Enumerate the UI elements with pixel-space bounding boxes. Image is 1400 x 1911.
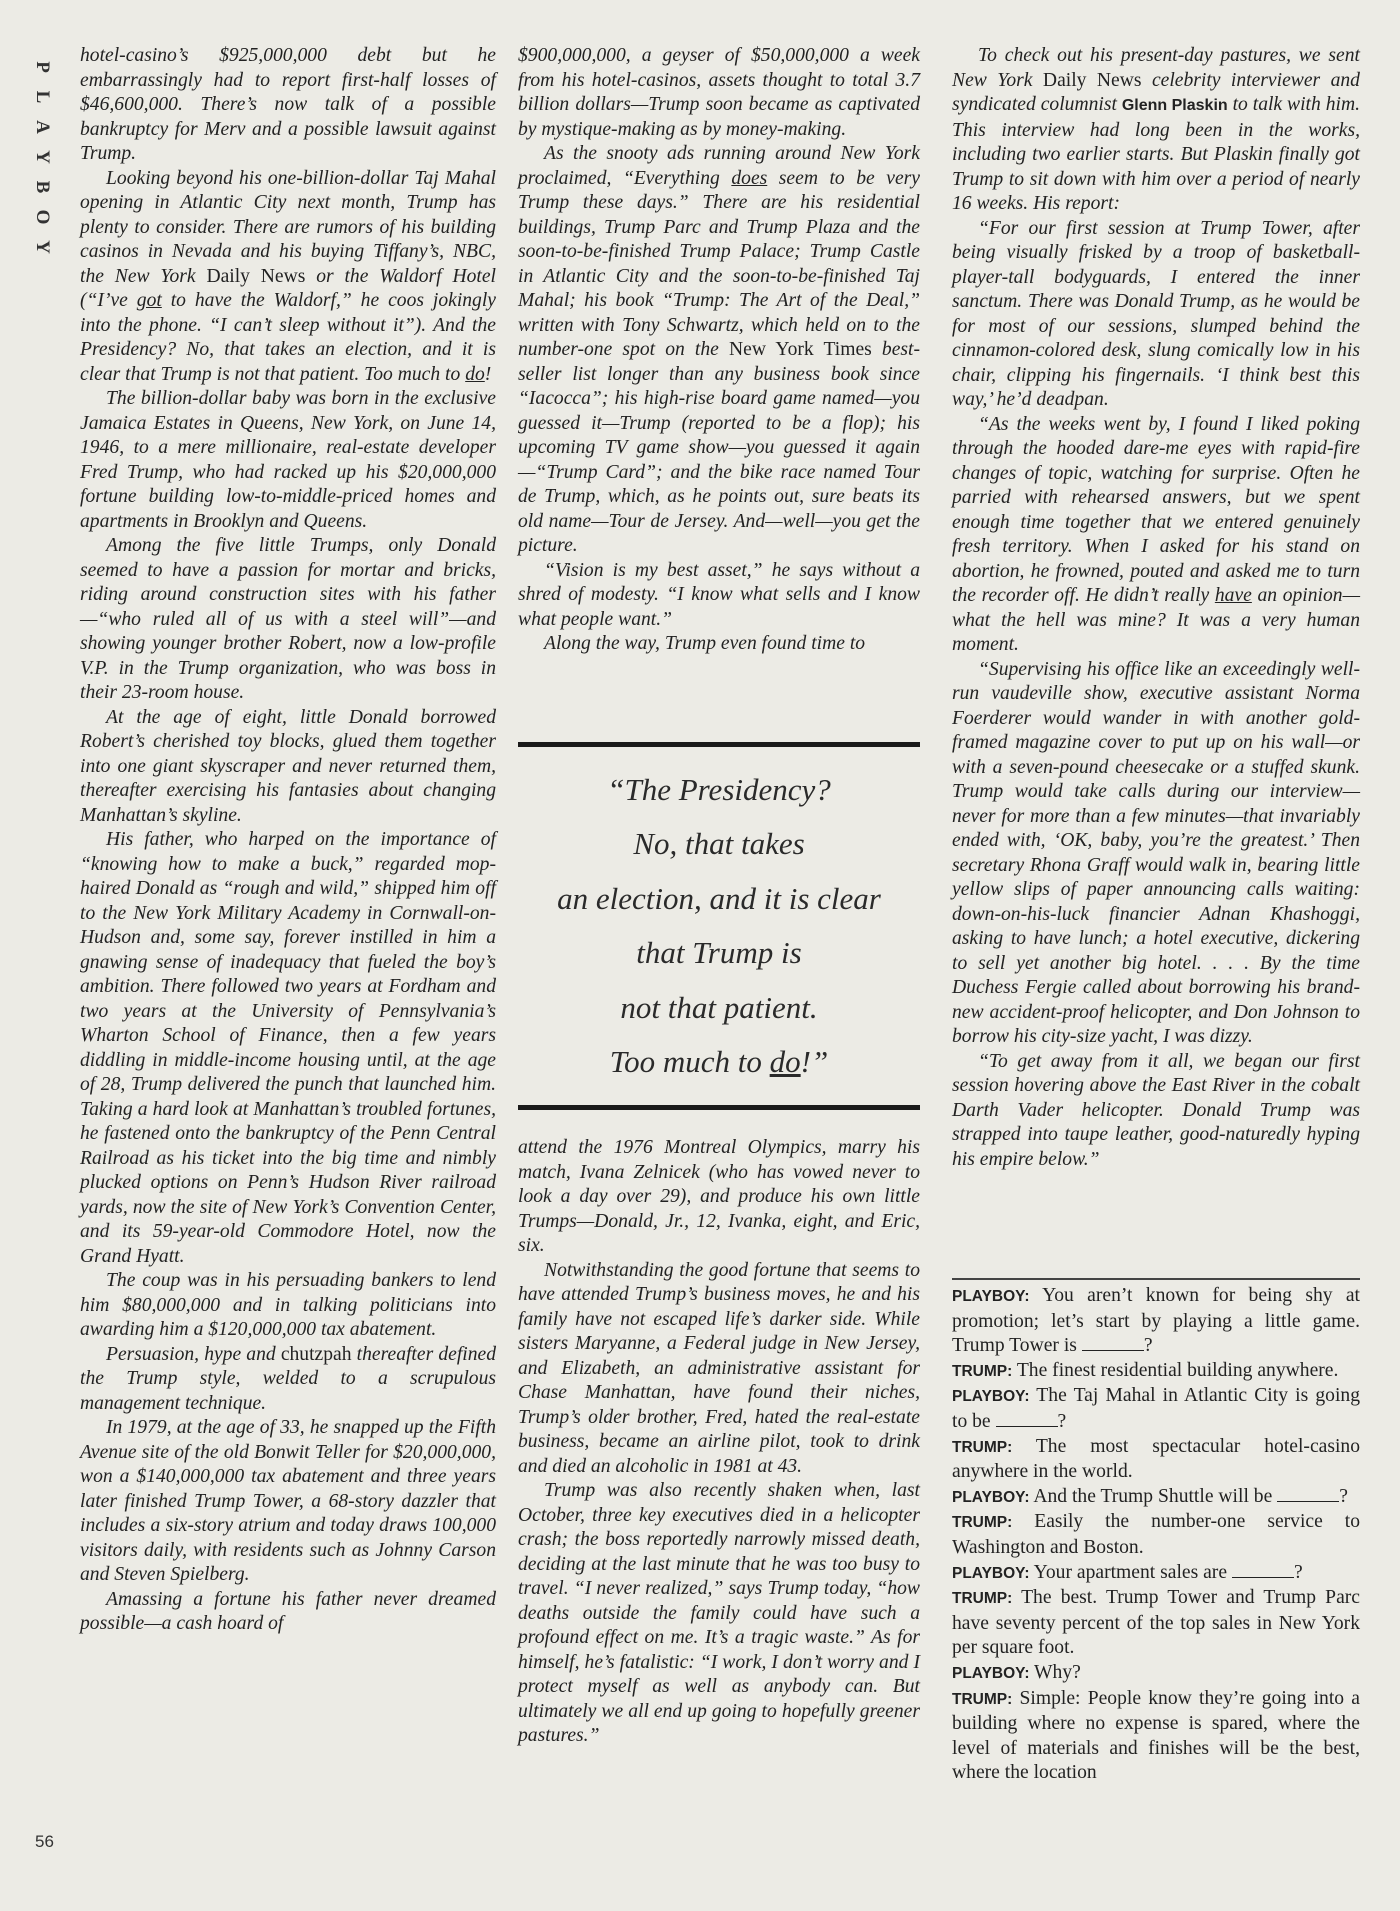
fill-in-blank <box>1082 1334 1144 1351</box>
qa-entry <box>952 1284 1360 1359</box>
qa-entry <box>952 1586 1360 1661</box>
paragraph: $900,000,000, a geyser of $50,000,000 a week from his hotel-casinos, assets thought to total 3.7 billion dollars—Trump soon became as captivated by mystique-making as by money-making. <box>518 45 920 140</box>
paragraph: hotel-casino’s $925,000,000 debt but he embarrassingly had to report first-half losses of $46,600,000. There’s now talk of a possible bankruptcy for Merv and a possible lawsuit against Trump. <box>80 45 496 164</box>
speaker-label: PLAYBOY: <box>952 1388 1030 1406</box>
paragraph: Looking beyond his one-billion-dollar Taj Mahal opening in Atlantic City next month, Trump has plenty to consider. There are rumors of his building casinos in Nevada and his buying Tiffany’s, NBC, the New York Daily News or the Waldorf Hotel (“I’ve got to have the Waldorf,” he coos jokingly into the phone. “I can’t sleep without it”). And the Presidency? No, that takes an election, and it is clear that Trump is not that patient. Too much to do! <box>80 167 496 385</box>
qa-entry <box>952 1485 1360 1511</box>
paragraph: His father, who harped on the importance of “knowing how to make a buck,” regarded mop-haired Donald as “rough and wild,” shipped him off to the New York Military Academy in Cornwall-on-Hudson and, some say, forever instilled in him a gnawing sense of inadequacy that fueled the boy’s ambition. There followed two years at Fordham and two years at the University of Pennsylvania’s Wharton School of Finance, then a few years diddling in middle-income housing until, at the age of 28, Trump delivered the punch that launched him. Taking a hard look at Manhattan’s troubled fortunes, he fastened onto the bankruptcy of the Penn Central Railroad as his ticket into the big time and nimbly plucked options on Penn’s Hudson River railroad yards, now the site of New York’s Convention Center, and its 59-year-old Commodore Hotel, now the Grand Hyatt. <box>80 829 496 1267</box>
qa-text: Simple: People know they’re going into a building where no expense is spared, where the level of materials and finishes will be the best, where the location <box>952 1687 1360 1784</box>
paragraph: Among the five little Trumps, only Donald seemed to have a passion for mortar and bricks, riding around construction sites with his father—“who ruled all of us with a steel will”—and showing younger brother Robert, now a low-profile V.P. in the Trump organization, who was boss in their 23-room house. <box>80 535 496 703</box>
qa-text: Your apartment sales are <box>1029 1561 1228 1583</box>
text-column-3 <box>952 44 1360 1172</box>
speaker-label: PLAYBOY: <box>952 1664 1030 1682</box>
masthead-letter: Y <box>32 240 53 254</box>
paragraph: At the age of eight, little Donald borrowed Robert’s cherished toy blocks, glued them together into one giant skyscraper and never returned them, thereafter exercising his fantasies about changing Manhattan’s skyline. <box>80 706 496 826</box>
text-column-2-continued <box>518 1136 920 1749</box>
qa-tail: ? <box>1293 1561 1303 1583</box>
masthead-letter: O <box>32 209 53 225</box>
text-column-2 <box>518 44 920 657</box>
paragraph: “Supervising his office like an exceedingly well-run vaudeville show, executive assistant Norma Foerderer would wander in with another gold-framed magazine cover to put up on his wall—or with a seven-pound cheesecake or a stuffed skunk. Trump would take calls during our interview—never for more than a few minutes—that invariably ended with, ‘OK, baby, you’re the greatest.’ Then secretary Rhona Graff would walk in, bearing little yellow slips of paper announcing calls waiting: down-on-his-luck financier Adnan Khashoggi, asking to have lunch; a hotel executive, dickering to sell yet another big hotel. . . . By the time Duchess Fergie called about borrowing his brand-new accident-proof helicopter, and Don Johnson to borrow his city-size yacht, I was dizzy. <box>952 658 1360 1047</box>
text-column-1 <box>80 44 496 1637</box>
masthead-letter: P <box>32 61 53 73</box>
pull-quote <box>518 742 920 1110</box>
speaker-label: TRUMP: <box>952 1590 1013 1608</box>
paragraph: attend the 1976 Montreal Olympics, marry his match, Ivana Zelnicek (who has vowed never to look a day over 29), and produce his own little Trumps—Donald, Jr., 12, Ivanka, eight, and Eric, six. <box>518 1137 920 1256</box>
qa-entry <box>952 1384 1360 1434</box>
qa-text: And the Trump Shuttle will be <box>1029 1485 1273 1507</box>
qa-entry <box>952 1510 1360 1560</box>
masthead-letter: L <box>32 90 53 104</box>
paragraph: The billion-dollar baby was born in the exclusive Jamaica Estates in Queens, New York, on June 14, 1946, to a mere millionaire, real-estate developer Fred Trump, who had racked up his $20,000,000 fortune building low-to-middle-priced homes and apartments in Brooklyn and Queens. <box>80 388 496 532</box>
qa-tail: ? <box>1057 1410 1067 1432</box>
speaker-label: TRUMP: <box>952 1438 1013 1456</box>
paragraph: “For our first session at Trump Tower, after being visually frisked by a troop of basketball-player-tall bodyguards, I entered the inner sanctum. There was Donald Trump, as he would be for most of our sessions, slumped behind the cinnamon-colored desk, slung comically low in his chair, clipping his fingernails. ‘I think best this way,’ he’d deadpan. <box>952 217 1360 410</box>
paragraph: In 1979, at the age of 33, he snapped up the Fifth Avenue site of the old Bonwit Teller for $20,000,000, won a $140,000,000 tax abatement and three years later finished Trump Tower, a 68-story dazzler that includes a six-story atrium and today draws 100,000 visitors daily, with residents such as Johnny Carson and Steven Spielberg. <box>80 1417 496 1585</box>
speaker-label: TRUMP: <box>952 1514 1013 1532</box>
qa-text: You aren’t known for being shy at promotion; let’s start by playing a little game. Trump Tower is <box>952 1285 1360 1357</box>
qa-text: The Taj Mahal in Atlantic City is going to be <box>952 1385 1360 1432</box>
paragraph: Persuasion, hype and chutzpah thereafter defined the Trump style, welded to a scrupulous management technique. <box>80 1343 496 1414</box>
qa-tail: ? <box>1143 1335 1153 1357</box>
fill-in-blank <box>1277 1485 1339 1502</box>
qa-entry <box>952 1561 1360 1587</box>
masthead-vertical <box>22 52 62 262</box>
masthead-letter: B <box>32 180 53 194</box>
paragraph: “To get away from it all, we began our first session hovering above the East River in the cobalt Darth Vader helicopter. Donald Trump was strapped into taupe leather, good-naturedly hyping his empire below.” <box>952 1050 1360 1170</box>
qa-entry <box>952 1435 1360 1485</box>
speaker-label: PLAYBOY: <box>952 1564 1030 1582</box>
paragraph: Along the way, Trump even found time to <box>544 633 866 654</box>
qa-text: Why? <box>1029 1661 1081 1683</box>
page-number: 56 <box>35 1832 54 1851</box>
qa-tail: ? <box>1339 1485 1348 1507</box>
speaker-label: TRUMP: <box>952 1362 1013 1380</box>
interview-qa <box>952 1284 1360 1786</box>
qa-entry <box>952 1687 1360 1786</box>
speaker-label: PLAYBOY: <box>952 1488 1030 1506</box>
qa-text: The best. Trump Tower and Trump Parc have seventy percent of the top sales in New York per square foot. <box>952 1587 1360 1659</box>
paragraph: Notwithstanding the good fortune that seems to have attended Trump’s business moves, he and his family have not escaped life’s darker side. While sisters Maryanne, a Federal judge in New Jersey, and Elizabeth, an administrative assistant for Chase Manhattan, have found their niches, Trump’s older brother, Fred, hated the real-estate business, became an airline pilot, took to drink and died an alcoholic in 1981 at 43. <box>518 1259 920 1477</box>
pull-quote-text: “The Presidency? No, that takes an election, and it is clear that Trump is not that patient. Too much to do!” <box>557 771 881 1079</box>
paragraph: “As the weeks went by, I found I liked poking through the hooded dare-me eyes with rapid-fire changes of topic, watching for surprise. Often he parried with rehearsed answers, but we spent enough time together that we entered genuinely fresh territory. When I asked for his stand on abortion, he frowned, pouted and asked me to turn the recorder off. He didn’t really have an opinion—what the hell was mine? It was a very human moment. <box>952 413 1361 655</box>
masthead-letter: A <box>32 120 53 134</box>
speaker-label: TRUMP: <box>952 1690 1013 1708</box>
fill-in-blank <box>996 1410 1058 1427</box>
paragraph: “Vision is my best asset,” he says without a shred of modesty. “I know what sells and I know what people want.” <box>518 559 920 630</box>
qa-entry <box>952 1661 1360 1687</box>
section-divider <box>952 1278 1360 1280</box>
paragraph: As the snooty ads running around New York proclaimed, “Everything does seem to be very Trump these days.” There are his residential buildings, Trump Parc and Trump Plaza and the soon-to-be-finished Trump Palace; Trump Castle in Atlantic City and the soon-to-be-finished Taj Mahal; his book “Trump: The Art of the Deal,” written with Tony Schwartz, which held on to the number-one spot on the New York Times best-seller list longer than any business book since “Iacocca”; his high-rise board game named—you guessed it—Trump (reported to be a flop); his upcoming TV game show—you guessed it again—“Trump Card”; and the bike race named Tour de Trump, which, as he points out, sure beats its old name—Tour de Jersey. And—well—you get the picture. <box>518 143 920 556</box>
paragraph: The coup was in his persuading bankers to lend him $80,000,000 and in talking politicians into awarding him a $120,000,000 tax abatement. <box>80 1270 496 1340</box>
qa-entry <box>952 1359 1360 1385</box>
fill-in-blank <box>1232 1561 1294 1578</box>
qa-text: Easily the number-one service to Washington and Boston. <box>952 1511 1360 1558</box>
paragraph: Amassing a fortune his father never dreamed possible—a cash hoard of <box>80 1588 496 1634</box>
qa-text: The most spectacular hotel-casino anywhere in the world. <box>952 1435 1360 1483</box>
paragraph: To check out his present-day pastures, we sent New York Daily News celebrity interviewer and syndicated columnist Glenn Plaskin to talk with him. This interview had long been in the works, including two earlier starts. But Plaskin finally got Trump to sit down with him over a period of nearly 16 weeks. His report: <box>952 45 1361 214</box>
paragraph: Trump was also recently shaken when, last October, three key executives died in a helicopter crash; the boss reportedly narrowly missed death, deciding at the last minute that he was too busy to travel. “I never realized,” says Trump today, “how deaths outside the family could have such a profound effect on me. It’s a tragic waste.” As for himself, he’s fatalistic: “I work, I don’t worry and I protect myself as well as anybody can. But ultimately we all end up going to hopefully greener pastures.” <box>518 1480 920 1746</box>
qa-text: The finest residential building anywhere. <box>1012 1359 1339 1381</box>
masthead-letter: Y <box>32 150 53 164</box>
speaker-label: PLAYBOY: <box>952 1288 1030 1305</box>
